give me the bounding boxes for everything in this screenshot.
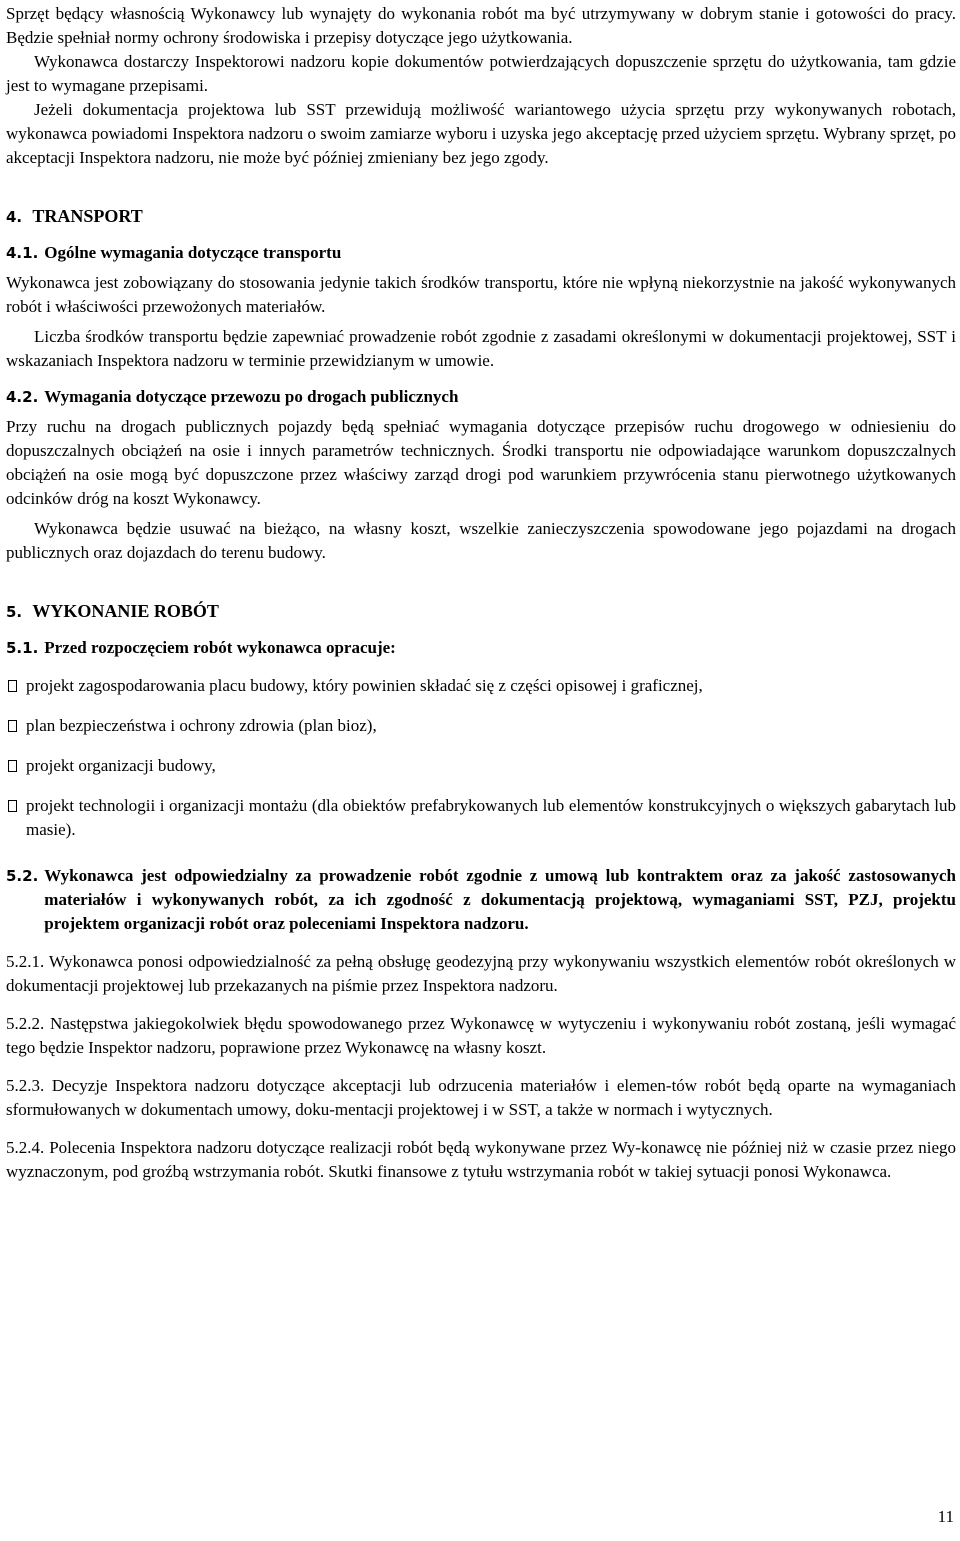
section-5-1-number: 5.1.: [6, 639, 39, 657]
section-4-heading: [6, 204, 956, 229]
list-item: [6, 714, 956, 738]
document-page: [6, 2, 956, 1184]
section-4-1-paragraph-2: Liczba środków transportu będzie zapewniać prowadzenie robót zgodnie z zasadami określonymi w dokumentacji projektowej, SST i wskazaniach Inspektora nadzoru w terminie przewidzianym w umowie.: [6, 327, 956, 370]
section-5-2-heading: [6, 864, 956, 936]
list-item-text: projekt zagospodarowania placu budowy, który powinien składać się z części opisowej i graficznej,: [26, 676, 703, 695]
section-5-2-title: Wykonawca jest odpowiedzialny za prowadzenie robót zgodnie z umową lub kontraktem oraz za jakość zastosowanych materiałów i wykonywanych robót, za ich zgodność z dokumentacją projektową, wymaganiami SST, PZJ, projektu projektem organizacji robót oraz poleceniami Inspektora nadzoru.: [44, 866, 956, 933]
section-4-1-paragraph-1: Wykonawca jest zobowiązany do stosowania jedynie takich środków transportu, które nie wpłyną niekorzystnie na jakość wykonywanych robót i właściwości przewożonych materiałów.: [6, 273, 956, 316]
list-item-text: projekt technologii i organizacji montażu (dla obiektów prefabrykowanych lub elementów konstrukcyjnych o większych gabarytach lub masie).: [26, 796, 956, 839]
list-item-text: plan bezpieczeństwa i ochrony zdrowia (plan bioz),: [26, 716, 377, 735]
list-item: [6, 794, 956, 842]
section-5-1-title: Przed rozpoczęciem robót wykonawca opracuje:: [44, 638, 396, 657]
section-5-number: 5.: [6, 603, 23, 621]
list-item: [6, 754, 956, 778]
section-5-heading: [6, 599, 956, 624]
intro-paragraph-3: Jeżeli dokumentacja projektowa lub SST przewidują możliwość wariantowego użycia sprzętu przy wykonywanych robotach, wykonawca powiadomi Inspektora nadzoru o swoim zamiarze wyboru i uzyska jego akceptację przed użyciem sprzętu. Wybrany sprzęt, po akceptacji Inspektora nadzoru, nie może być później zmieniany bez jego zgody.: [6, 100, 956, 167]
section-4-2-paragraph-1: Przy ruchu na drogach publicznych pojazdy będą spełniać wymagania dotyczące przepisów ruchu drogowego w odniesieniu do dopuszczalnych obciążeń na osie i innych parametrów technicznych. Środki transportu nie odpowiadające warunkom dopuszczalnych obciążeń na osie mogą być dopuszczone przez właściwy zarząd drogi pod warunkiem przywrócenia stanu pierwotnego użytkowanych odcinków dróg na koszt Wykonawcy.: [6, 417, 956, 508]
bullet-box-icon: [8, 720, 17, 732]
list-item: [6, 674, 956, 698]
point-5-2-4: 5.2.4. Polecenia Inspektora nadzoru dotyczące realizacji robót będą wykonywane przez Wy-konawcę nie później niż w czasie przez niego wyznaczonym, pod groźbą wstrzymania robót. Skutki finansowe z tytułu wstrzymania robót w takiej sytuacji ponosi Wykonawca.: [6, 1138, 956, 1181]
section-4-1-title: Ogólne wymagania dotyczące transportu: [44, 243, 342, 262]
point-5-2-2: 5.2.2. Następstwa jakiegokolwiek błędu spowodowanego przez Wykonawcę w wytyczeniu i wykonywaniu robót zostaną, jeśli wymagać tego będzie Inspektor nadzoru, poprawione przez Wykonawcę na własny koszt.: [6, 1014, 956, 1057]
page-number: 11: [937, 1507, 954, 1526]
section-5-1-heading: [6, 636, 956, 660]
intro-paragraph-1: Sprzęt będący własnością Wykonawcy lub wynajęty do wykonania robót ma być utrzymywany w dobrym stanie i gotowości do pracy. Będzie spełniał normy ochrony środowiska i przepisy dotyczące jego użytkowania.: [6, 4, 956, 47]
bullet-box-icon: [8, 680, 17, 692]
section-4-1-number: 4.1.: [6, 244, 39, 262]
section-5-title: WYKONANIE ROBÓT: [32, 601, 219, 621]
section-5-1-list: [6, 674, 956, 842]
point-5-2-1: 5.2.1. Wykonawca ponosi odpowiedzialność za pełną obsługę geodezyjną przy wykonywaniu wszystkich elementów robót określonych w dokumentacji projektowej lub przekazanych na piśmie przez Inspektora nadzoru.: [6, 952, 956, 995]
section-4-title: TRANSPORT: [32, 206, 143, 226]
section-5-2-number: 5.2.: [6, 867, 39, 885]
section-4-2-number: 4.2.: [6, 388, 39, 406]
bullet-box-icon: [8, 760, 17, 772]
intro-paragraph-2: Wykonawca dostarczy Inspektorowi nadzoru kopie dokumentów potwierdzających dopuszczenie sprzętu do użytkowania, tam gdzie jest to wymagane przepisami.: [6, 52, 956, 95]
list-item-text: projekt organizacji budowy,: [26, 756, 216, 775]
section-4-2-paragraph-2: Wykonawca będzie usuwać na bieżąco, na własny koszt, wszelkie zanieczyszczenia spowodowane jego pojazdami na drogach publicznych oraz dojazdach do terenu budowy.: [6, 519, 956, 562]
point-5-2-3: 5.2.3. Decyzje Inspektora nadzoru dotyczące akceptacji lub odrzucenia materiałów i elemen-tów robót będą oparte na wymaganiach sformułowanych w dokumentach umowy, doku-mentacji projektowej i w SST, a także w normach i wytycznych.: [6, 1076, 956, 1119]
section-4-1-heading: [6, 241, 956, 265]
section-4-number: 4.: [6, 208, 23, 226]
section-4-2-title: Wymagania dotyczące przewozu po drogach publicznych: [44, 387, 459, 406]
bullet-box-icon: [8, 800, 17, 812]
section-4-2-heading: [6, 385, 956, 409]
